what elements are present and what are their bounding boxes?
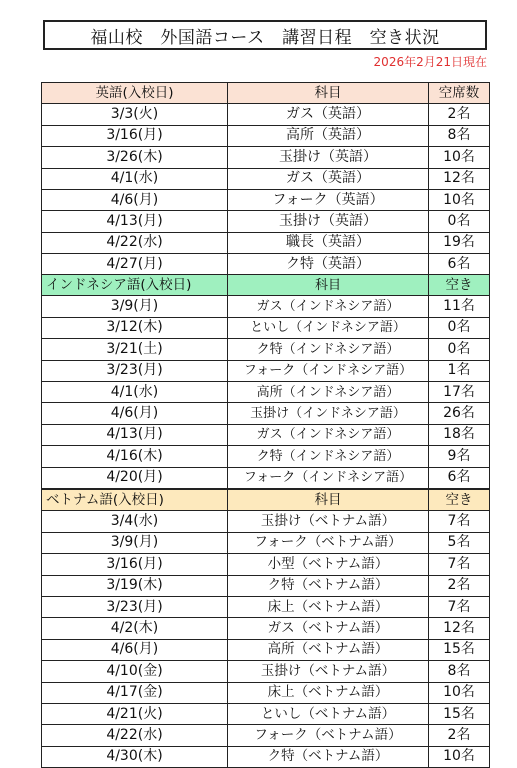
subject-cell: 玉掛け（ベトナム語） [228,661,429,682]
table-row [42,746,490,767]
subject-cell: ガス（インドネシア語） [228,424,429,445]
start-date-cell: 3/3(火) [42,104,228,125]
vacancy-cell: 6名 [429,467,490,488]
start-date-cell: 3/23(月) [42,596,228,617]
table-row [42,339,490,360]
vacancy-cell: 12名 [429,618,490,639]
indonesian-schedule-table [41,274,490,489]
start-date-cell: 4/17(金) [42,682,228,703]
table-header-row [42,490,490,511]
vacancy-cell: 2名 [429,104,490,125]
vacancy-cell: 7名 [429,511,490,532]
vietnamese-schedule-table [41,489,490,768]
subject-cell: ク特（インドネシア語） [228,339,429,360]
vacancy-cell: 17名 [429,381,490,402]
table-row [42,403,490,424]
vacancy-cell: 10名 [429,147,490,168]
table-row [42,682,490,703]
vacancy-cell: 8名 [429,125,490,146]
start-date-cell: 3/9(月) [42,296,228,317]
vacancy-cell: 0名 [429,339,490,360]
vacancy-cell: 2名 [429,575,490,596]
table-row [42,104,490,125]
vacancy-cell: 19名 [429,232,490,253]
vacancy-cell: 15名 [429,703,490,724]
start-date-cell: 4/22(水) [42,725,228,746]
table-row [42,381,490,402]
start-date-cell: 4/10(金) [42,661,228,682]
vacancy-header: 空き [429,490,490,511]
table-row [42,360,490,381]
table-row [42,511,490,532]
subject-cell: 高所（ベトナム語） [228,639,429,660]
table-row [42,596,490,617]
start-date-cell: 4/6(月) [42,403,228,424]
table-row [42,554,490,575]
subject-cell: 床上（ベトナム語） [228,596,429,617]
subject-cell: 高所（インドネシア語） [228,381,429,402]
vacancy-cell: 10名 [429,189,490,210]
subject-cell: ク特（ベトナム語） [228,746,429,767]
subject-cell: 小型（ベトナム語） [228,554,429,575]
start-date-cell: 4/2(木) [42,618,228,639]
vacancy-cell: 0名 [429,211,490,232]
course-date-header: ベトナム語(入校日) [42,490,228,511]
start-date-cell: 4/27(月) [42,254,228,275]
subject-cell: フォーク（ベトナム語） [228,725,429,746]
table-row [42,532,490,553]
subject-cell: ガス（ベトナム語） [228,618,429,639]
start-date-cell: 4/1(水) [42,381,228,402]
start-date-cell: 4/20(月) [42,467,228,488]
vacancy-cell: 10名 [429,682,490,703]
vacancy-cell: 10名 [429,746,490,767]
table-row [42,317,490,338]
vacancy-cell: 7名 [429,596,490,617]
table-header-row [42,83,490,104]
vacancy-cell: 1名 [429,360,490,381]
table-row [42,211,490,232]
course-date-header: 英語(入校日) [42,83,228,104]
start-date-cell: 4/21(火) [42,703,228,724]
start-date-cell: 4/16(木) [42,446,228,467]
start-date-cell: 3/16(月) [42,554,228,575]
page-title: 福山校 外国語コース 講習日程 空き状況 [43,20,487,50]
subject-cell: 床上（ベトナム語） [228,682,429,703]
table-row [42,703,490,724]
subject-cell: といし（ベトナム語） [228,703,429,724]
subject-cell: 玉掛け（ベトナム語） [228,511,429,532]
vacancy-cell: 15名 [429,639,490,660]
table-row [42,725,490,746]
course-date-header: インドネシア語(入校日) [42,275,228,296]
vacancy-cell: 18名 [429,424,490,445]
table-row [42,424,490,445]
subject-cell: ガス（インドネシア語） [228,296,429,317]
start-date-cell: 3/23(月) [42,360,228,381]
subject-header: 科目 [228,275,429,296]
subject-cell: 職長（英語） [228,232,429,253]
subject-cell: 玉掛け（英語） [228,211,429,232]
vacancy-cell: 9名 [429,446,490,467]
table-row [42,296,490,317]
table-row [42,639,490,660]
start-date-cell: 3/26(木) [42,147,228,168]
subject-header: 科目 [228,490,429,511]
start-date-cell: 3/21(土) [42,339,228,360]
vacancy-cell: 11名 [429,296,490,317]
subject-header: 科目 [228,83,429,104]
table-row [42,575,490,596]
vacancy-cell: 0名 [429,317,490,338]
subject-cell: ク特（インドネシア語） [228,446,429,467]
vacancy-cell: 2名 [429,725,490,746]
table-row [42,446,490,467]
start-date-cell: 3/19(木) [42,575,228,596]
start-date-cell: 4/6(月) [42,189,228,210]
subject-cell: ク特（英語） [228,254,429,275]
start-date-cell: 4/6(月) [42,639,228,660]
start-date-cell: 4/30(木) [42,746,228,767]
table-header-row [42,275,490,296]
start-date-cell: 3/4(水) [42,511,228,532]
subject-cell: フォーク（インドネシア語） [228,360,429,381]
vacancy-cell: 7名 [429,554,490,575]
vacancy-cell: 6名 [429,254,490,275]
start-date-cell: 4/1(水) [42,168,228,189]
vacancy-cell: 12名 [429,168,490,189]
start-date-cell: 4/22(水) [42,232,228,253]
subject-cell: 高所（英語） [228,125,429,146]
table-row [42,661,490,682]
start-date-cell: 3/16(月) [42,125,228,146]
table-row [42,125,490,146]
table-row [42,467,490,488]
subject-cell: フォーク（英語） [228,189,429,210]
vacancy-cell: 26名 [429,403,490,424]
vacancy-cell: 8名 [429,661,490,682]
english-schedule-table [41,82,490,276]
table-row [42,147,490,168]
table-row [42,168,490,189]
start-date-cell: 4/13(月) [42,211,228,232]
start-date-cell: 4/13(月) [42,424,228,445]
subject-cell: ク特（ベトナム語） [228,575,429,596]
table-row [42,189,490,210]
as-of-date: 2026年2月21日現在 [373,55,487,69]
vacancy-header: 空席数 [429,83,490,104]
table-row [42,232,490,253]
subject-cell: 玉掛け（英語） [228,147,429,168]
subject-cell: フォーク（インドネシア語） [228,467,429,488]
subject-cell: ガス（英語） [228,104,429,125]
subject-cell: ガス（英語） [228,168,429,189]
vacancy-header: 空き [429,275,490,296]
subject-cell: フォーク（ベトナム語） [228,532,429,553]
subject-cell: といし（インドネシア語） [228,317,429,338]
table-row [42,254,490,275]
table-row [42,618,490,639]
start-date-cell: 3/9(月) [42,532,228,553]
start-date-cell: 3/12(木) [42,317,228,338]
subject-cell: 玉掛け（インドネシア語） [228,403,429,424]
vacancy-cell: 5名 [429,532,490,553]
